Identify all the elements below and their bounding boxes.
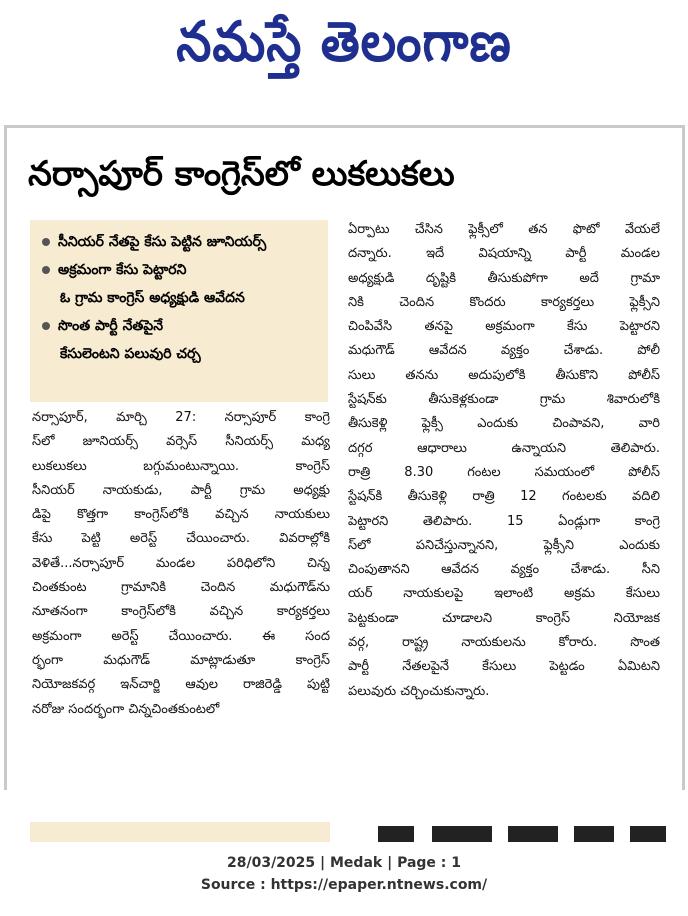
highlights-box: [30, 220, 328, 402]
page-footer: [0, 852, 688, 896]
highlight-text: ఓ గ్రామ కాంగ్రెస్ అధ్యక్షుడి ఆవేదన: [60, 290, 245, 306]
article-column-left: [32, 406, 330, 722]
bullet-icon: [42, 266, 50, 274]
body-text-line: స్‌లో జూనియర్స్ వర్సెస్ సీనియర్స్ మధ్య: [32, 434, 330, 450]
bullet-icon: [42, 238, 50, 246]
bullet-icon: [42, 322, 50, 330]
body-text-line: చింపివేసి తనపై అక్రమంగా కేసు పెట్టారని: [348, 319, 660, 335]
masthead: [0, 4, 688, 80]
body-text-line: రాత్రి 8.30 గంటల సమయంలో పోలీస్: [348, 464, 660, 480]
next-article-headline-fragment: [508, 826, 558, 842]
body-text-line: పలువురు చర్చించుకున్నారు.: [348, 683, 490, 699]
body-text-line: సీనియర్ నాయకుడు, పార్టీ గ్రామ అధ్యక్షు: [32, 482, 330, 498]
body-text-line: మధుగౌడ్ ఆవేదన వ్యక్తం చేశాడు. పోలీ: [348, 343, 660, 359]
body-text-line: యర్ నాయకులపై ఇలాంటి అక్రమ కేసులు: [348, 586, 660, 602]
body-text-line: నూతనంగా కాంగ్రెస్‌లోకి వచ్చిన కార్యకర్తలు: [32, 604, 330, 620]
body-text-line: నరోజు సందర్భంగా చిన్నచింతకుంటలో: [32, 701, 220, 717]
body-text-line: వర్గ, రాష్ట్ర నాయకులను కోరారు. సొంత: [348, 635, 660, 651]
body-text-line: స్టేషన్‌కు తీసుకెళ్లకుండా గ్రామ శివారులోకి: [348, 392, 660, 408]
body-text-line: అక్రమంగా అరెస్ట్ చేయించారు. ఈ సంద: [32, 628, 330, 644]
source-link[interactable]: Source : https://epaper.ntnews.com/: [200, 877, 488, 893]
body-text-line: తీసుకెళ్లి ఫ్లెక్సీ ఎందుకు చింపావని, వారి: [348, 416, 660, 432]
highlight-text: సీనియర్ నేతపై కేసు పెట్టిన జూనియర్స్: [58, 234, 267, 250]
newspaper-logo: నమస్తే తెలంగాణ: [176, 10, 512, 74]
edition-info: 28/03/2025 | Medak | Page : 1: [226, 855, 462, 871]
highlight-line: [42, 256, 320, 284]
body-text-line: ర్భంగా మధుగౌడ్ మాట్లాడుతూ కాంగ్రెస్: [32, 652, 330, 668]
body-text-line: దన్నారు. ఇదే విషయాన్ని పార్టీ మండల: [348, 246, 660, 262]
highlight-line: [42, 312, 320, 340]
highlight-text: సొంత పార్టీ నేతపైనే: [58, 318, 164, 334]
body-text-line: దగ్గర ఆధారాలు ఉన్నాయని తెలిపారు.: [348, 440, 660, 456]
next-article-headline-fragment: [574, 826, 614, 842]
body-text-line: స్‌లో పనిచేస్తున్నానని, ఫ్లెక్సీని ఎందుకు: [348, 537, 660, 553]
body-text-line: పెట్టకుండా చూడాలని కాంగ్రెస్ నియోజక: [348, 610, 660, 626]
highlight-line: [42, 340, 320, 368]
body-text-line: నికి చెందిన కొందరు కార్యకర్తలు ఫ్లెక్సీని: [348, 294, 660, 310]
body-text-line: ఏర్పాటు చేసిన ఫ్లెక్సీలో తన ఫొటో వేయలే: [348, 222, 660, 237]
body-text-line: అధ్యక్షుడి దృష్టికి తీసుకుపోగా అదే గ్రామా: [348, 270, 660, 286]
next-article-preview: [8, 822, 680, 842]
next-article-headline-fragment: [378, 826, 414, 842]
next-article-headline-fragment: [432, 826, 492, 842]
body-text-line: లుకలుకలు బగ్గుమంటున్నాయి. కాంగ్రెస్: [32, 458, 330, 474]
body-text-line: స్టేషన్‌కి తీసుకెళ్లి రాత్రి 12 గంటలకు వదిలి: [348, 489, 660, 505]
body-text-line: పెట్టారని తెలిపారు. 15 ఏండ్లుగా కాంగ్రె: [348, 513, 660, 529]
body-text-line: నర్సాపూర్, మార్చి 27: నర్సాపూర్ కాంగ్రె: [32, 410, 330, 425]
body-text-line: కేసు పెట్టి అరెస్ట్ చేయించారు. వివరాల్లోకి: [32, 531, 330, 547]
body-text-line: పార్టీ నేతలపైనే కేసులు పెట్టడం ఏమిటని: [348, 659, 660, 675]
body-text-line: చింపుతానని ఆవేదన వ్యక్తం చేశాడు. సీని: [348, 562, 660, 578]
body-text-line: సులు తనను అదుపులోకి తీసుకొని పోలీస్: [348, 367, 660, 383]
body-text-line: నియోజకవర్గ ఇన్‌చార్జి ఆవుల రాజిరెడ్డి పుట్టి: [32, 677, 330, 693]
highlight-line: [42, 284, 320, 312]
body-text-line: డిపై కొత్తగా కాంగ్రెస్‌లోకి వచ్చిన నాయకులు: [32, 507, 330, 523]
body-text-line: వెళితే...నర్సాపూర్ మండల పరిధిలోని చిన్న: [32, 555, 330, 571]
article-column-right: [348, 218, 660, 704]
highlight-text: కేసులెంటని పలువురి చర్చ: [60, 346, 201, 362]
highlight-text: అక్రమంగా కేసు పెట్టారని: [58, 262, 187, 278]
next-article-headline-fragment: [630, 826, 666, 842]
article-headline: నర్సాపూర్ కాంగ్రెస్‌లో లుకలుకలు: [28, 154, 455, 194]
highlight-line: [42, 228, 320, 256]
body-text-line: చింతకుంట గ్రామానికి చెందిన మధుగౌడ్‌ను: [32, 580, 330, 596]
next-article-highlight: [30, 822, 330, 842]
